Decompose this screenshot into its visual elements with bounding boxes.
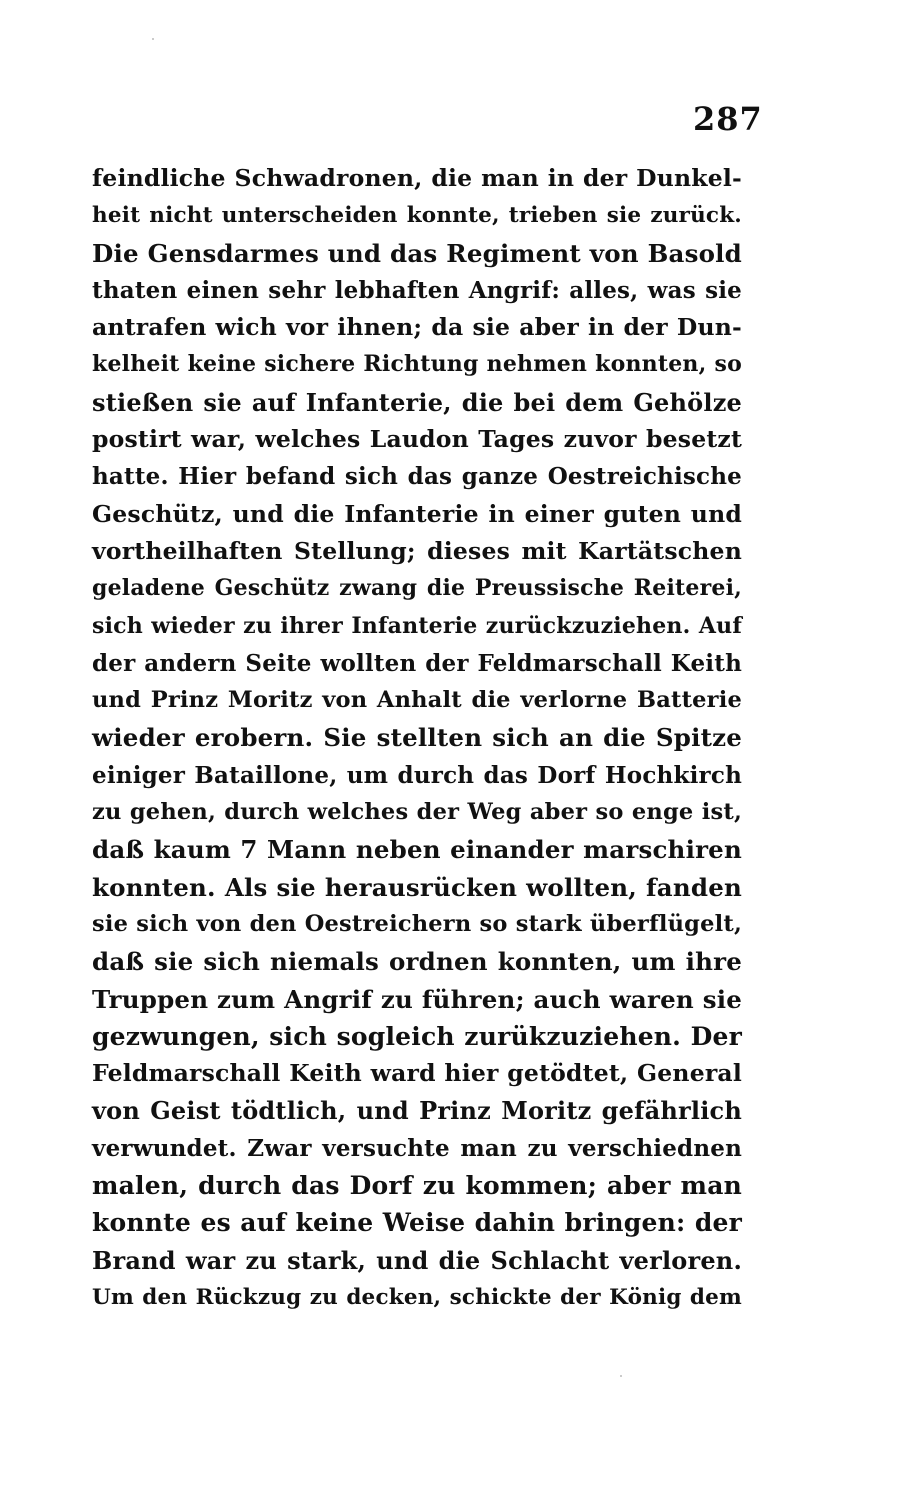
text-line: thaten einen sehr lebhaften Angrif: alles, was sie (92, 276, 742, 304)
body-text (92, 160, 742, 1316)
text-line: daß sie sich niemals ordnen konnten, um ihre (92, 947, 742, 977)
text-line: vortheilhaften Stellung; dieses mit Kartätschen (92, 536, 742, 565)
text-line: daß kaum 7 Mann neben einander marschiren (92, 835, 742, 865)
text-line: konnte es auf keine Weise dahin bringen: der (92, 1208, 742, 1238)
text-line: wieder erobern. Sie stellten sich an die Spitze (92, 723, 742, 753)
text-line: Um den Rückzug zu decken, schickte der König dem (92, 1284, 742, 1310)
text-line: und Prinz Moritz von Anhalt die verlorne Batterie (92, 687, 742, 714)
text-line: Truppen zum Angrif zu führen; auch waren sie (92, 984, 742, 1014)
text-line: malen, durch das Dorf zu kommen; aber man (92, 1171, 742, 1201)
text-line: konnten. Als sie herausrücken wollten, fanden (92, 872, 742, 902)
text-line: von Geist tödtlich, und Prinz Moritz gefährlich (92, 1096, 742, 1126)
text-line: sich wieder zu ihrer Infanterie zurückzuziehen. Auf (92, 612, 742, 639)
paper-speck (152, 38, 154, 40)
text-line: Brand war zu stark, und die Schlacht verloren. (92, 1245, 742, 1275)
text-line: gezwungen, sich sogleich zurükzuziehen. Der (92, 1021, 742, 1051)
text-line: zu gehen, durch welches der Weg aber so enge ist, (92, 799, 742, 826)
text-line: antrafen wich vor ihnen; da sie aber in der Dun- (92, 313, 742, 342)
text-line: Geschütz, und die Infanterie in einer guten und (92, 499, 742, 528)
text-line: einiger Bataillone, um durch das Dorf Hochkirch (92, 761, 742, 789)
text-line: stießen sie auf Infanterie, die bei dem Gehölze (92, 387, 742, 417)
text-line: sie sich von den Oestreichern so stark überflügelt, (92, 910, 742, 937)
text-line: kelheit keine sichere Richtung nehmen konnten, so (92, 351, 742, 378)
text-line: Die Gensdarmes und das Regiment von Basold (92, 238, 742, 268)
text-line: hatte. Hier befand sich das ganze Oestreichische (92, 463, 742, 491)
text-line: der andern Seite wollten der Feldmarschall Keith (92, 649, 742, 677)
text-line: postirt war, welches Laudon Tages zuvor besetzt (92, 425, 742, 454)
text-line: verwundet. Zwar versuchte man zu verschiednen (92, 1134, 742, 1162)
text-line: heit nicht unterscheiden konnte, trieben sie zurück. (92, 203, 742, 229)
paper-speck (620, 1375, 622, 1377)
page-number: 287 (693, 100, 763, 138)
text-line: geladene Geschütz zwang die Preussische Reiterei, (92, 575, 742, 602)
text-line: Feldmarschall Keith ward hier getödtet, General (92, 1059, 742, 1088)
text-line: feindliche Schwadronen, die man in der Dunkel- (92, 164, 742, 192)
